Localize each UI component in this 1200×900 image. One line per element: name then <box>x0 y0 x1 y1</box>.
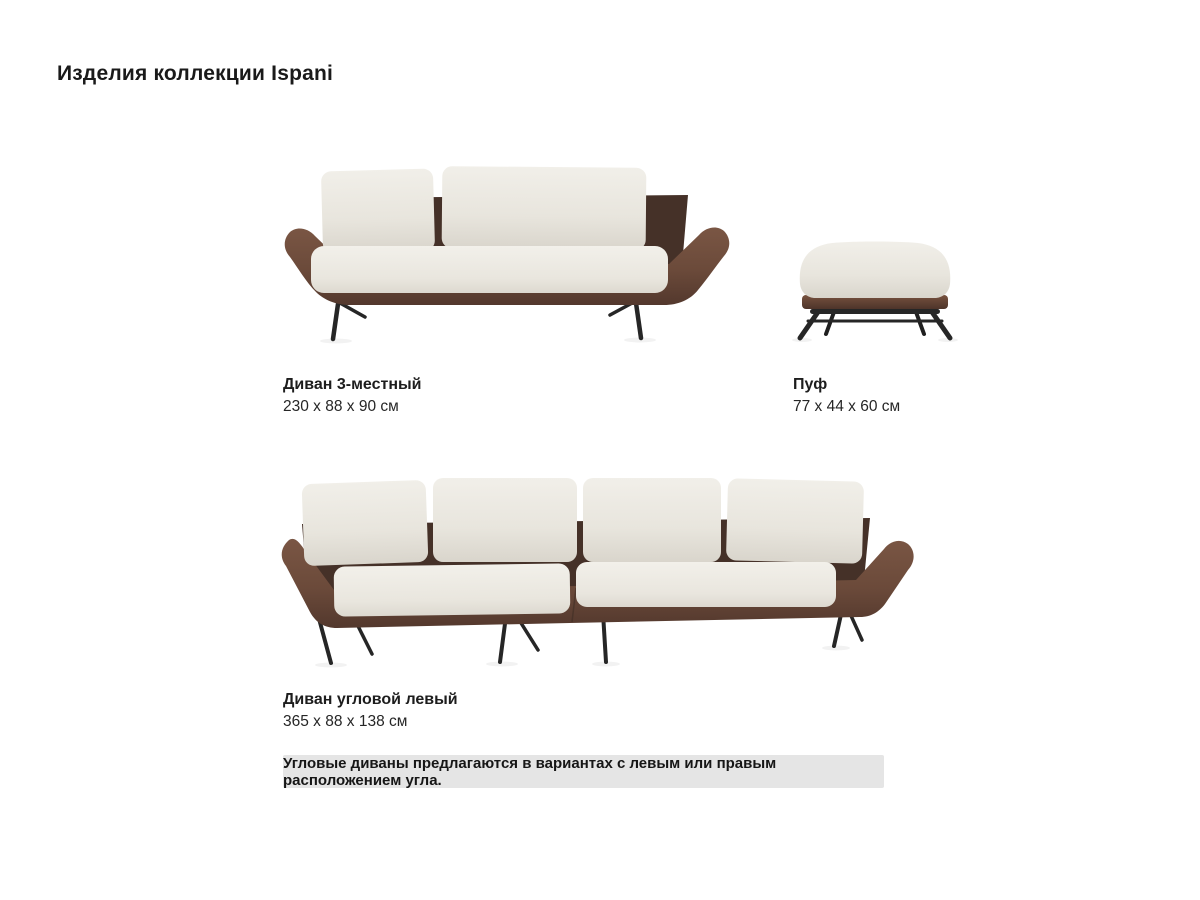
corner-sofa-image <box>258 470 924 675</box>
pouf-metal-frame <box>800 312 950 338</box>
corner-sofa-shadow <box>315 646 850 668</box>
product-name: Пуф <box>793 376 828 393</box>
page-title: Изделия коллекции Ispani <box>57 62 334 86</box>
pouf-cushion <box>800 242 950 299</box>
product-dimensions: 365 x 88 x 138 см <box>283 713 408 730</box>
sofa-3-seat-seat-cushion <box>311 246 668 293</box>
sofa-3-seat-image <box>284 140 730 348</box>
corner-note-banner <box>283 755 884 788</box>
pouf-image <box>792 234 958 342</box>
product-name: Диван 3-местный <box>283 376 422 393</box>
product-dimensions: 77 x 44 x 60 см <box>793 398 901 415</box>
sofa-3-seat-back-cushions <box>321 166 646 253</box>
pouf-illustration <box>792 234 958 342</box>
corner-sofa-illustration <box>258 470 924 675</box>
product-name: Диван угловой левый <box>283 691 458 708</box>
sofa-3-seat-shadow <box>320 338 656 344</box>
product-dimensions: 230 x 88 x 90 см <box>283 398 399 415</box>
product-label-corner-sofa <box>283 689 458 733</box>
sofa-3-seat-legs <box>333 302 641 339</box>
product-label-sofa-3-seat <box>283 374 422 418</box>
pouf-shadow <box>792 338 958 342</box>
sofa-3-seat-illustration <box>284 140 730 348</box>
product-label-pouf <box>793 374 900 418</box>
pouf-frame-rail <box>810 309 940 314</box>
corner-note-text: Угловые диваны предлагаются в вариантах с левым или правым расположением угла. <box>283 754 777 789</box>
